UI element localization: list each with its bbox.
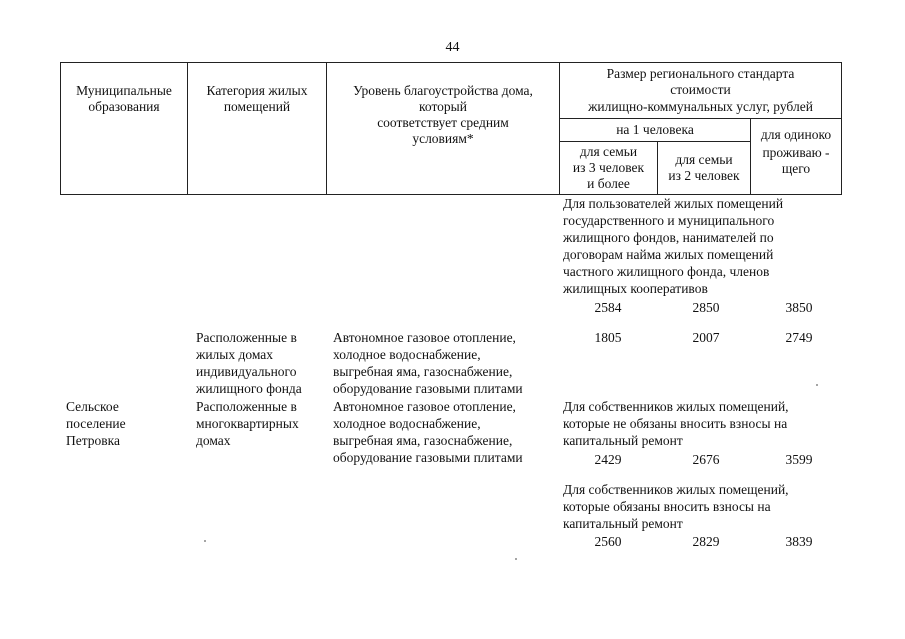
header-category: Категория жилых помещений [187, 62, 327, 195]
value-family-2: 2676 [692, 452, 720, 467]
header-family-3: для семьи из 3 человек и более [559, 141, 658, 195]
value-family-3: 2560 [594, 534, 622, 549]
value-family-3: 2584 [594, 300, 622, 315]
value-family-2: 2007 [692, 330, 720, 345]
scan-speck [515, 558, 517, 560]
value-single: 3599 [785, 452, 813, 467]
header-single: для одиноко проживаю - щего [750, 118, 842, 195]
value-family-2: 2829 [692, 534, 720, 549]
header-standard-group: Размер регионального стандарта стоимости жилищно-коммунальных услуг, рублей [559, 62, 842, 119]
header-municipalities: Муниципальные образования [60, 62, 188, 195]
value-family-2: 2850 [692, 300, 720, 315]
page-number: 44 [445, 40, 460, 55]
value-single: 3850 [785, 300, 813, 315]
scan-speck [204, 540, 206, 542]
value-single: 2749 [785, 330, 813, 345]
scan-speck [816, 384, 818, 386]
value-single: 3839 [785, 534, 813, 549]
header-family-2: для семьи из 2 человек [657, 141, 751, 195]
value-family-3: 2429 [594, 452, 622, 467]
header-per-person: на 1 человека [559, 118, 751, 142]
header-amenities: Уровень благоустройства дома, который соответствует средним условиям* [326, 62, 560, 195]
value-family-3: 1805 [594, 330, 622, 345]
